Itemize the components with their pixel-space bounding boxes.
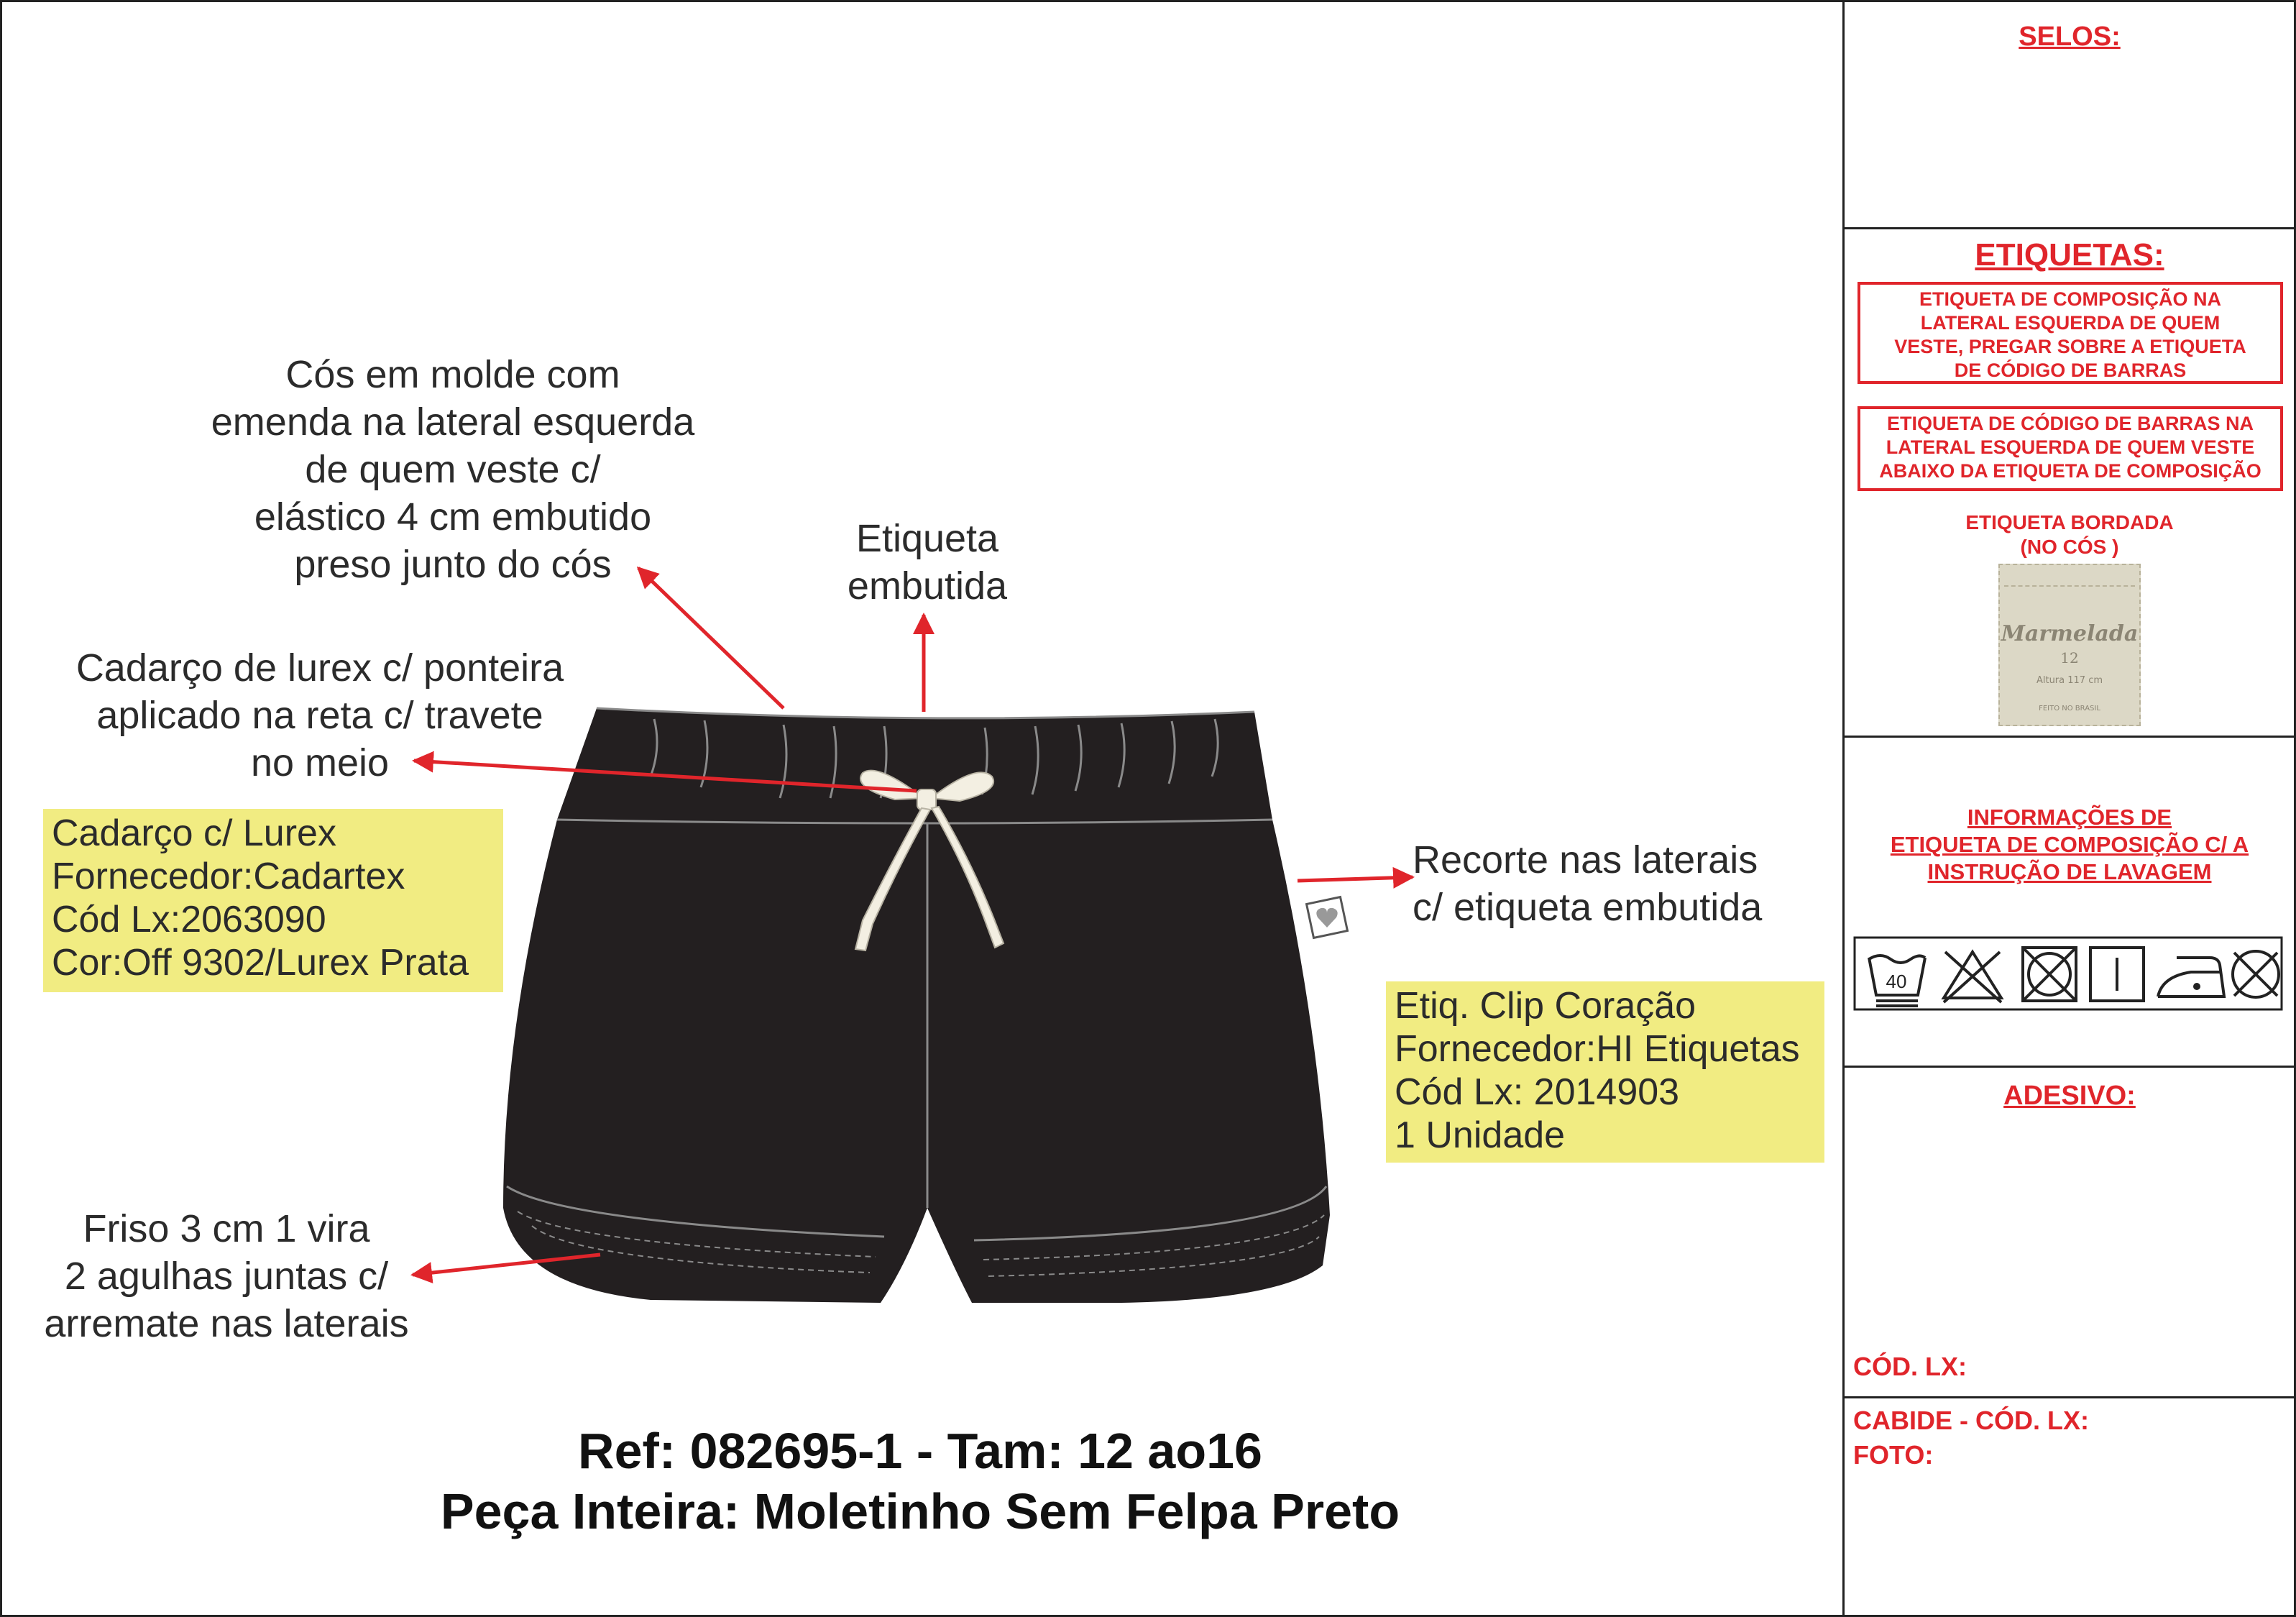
tag-made-in: FEITO NO BRASIL <box>2039 705 2100 713</box>
barcode-label-note: ETIQUETA DE CÓDIGO DE BARRAS NA LATERAL ESQUERDA DE QUEM VESTE ABAIXO DA ETIQUETA DE COMPOSIÇÃO <box>1858 406 2283 491</box>
waistband-annotation: Cós em molde com emenda na lateral esquerda de quem veste c/ elástico 4 cm embutido preso junto do cós <box>211 353 695 586</box>
etiquetas-heading: ETIQUETAS: <box>1975 237 2164 272</box>
side-panel-annotation: Recorte nas laterais c/ etiqueta embutida <box>1413 838 1763 929</box>
photo-label: FOTO: <box>1853 1440 1934 1470</box>
drawstring-annotation: Cadarço de lurex c/ ponteira aplicado na reta c/ travete no meio <box>75 646 564 784</box>
adesivo-heading: ADESIVO: <box>2003 1081 2136 1111</box>
sidebar-separator <box>1845 227 2296 229</box>
clip-supplier-box: Etiq. Clip Coração Fornecedor:HI Etiquetas Cód Lx: 2014903 1 Unidade <box>1386 981 1824 1163</box>
hanger-code-label: CABIDE - CÓD. LX: <box>1853 1406 2089 1435</box>
piece-title: Peça Inteira: Moletinho Sem Felpa Preto <box>440 1483 1400 1539</box>
sidebar-separator <box>1845 1396 2296 1398</box>
tag-height: Altura 117 cm <box>2036 675 2103 686</box>
heart-clip-tag <box>1307 897 1348 938</box>
care-info-heading: INFORMAÇÕES DE ETIQUETA DE COMPOSIÇÃO C/ A INSTRUÇÃO DE LAVAGEM <box>1890 805 2249 884</box>
tag-brand: Marmelada <box>2001 621 2139 646</box>
tag-stitch-top <box>2004 585 2135 587</box>
care-symbols <box>1853 936 2283 1011</box>
embroidered-label-heading: ETIQUETA BORDADA (NO CÓS ) <box>1965 511 2174 558</box>
tag-size: 12 <box>2060 649 2079 667</box>
composition-label-note: ETIQUETA DE COMPOSIÇÃO NA LATERAL ESQUERDA DE QUEM VESTE, PREGAR SOBRE A ETIQUETA DE CÓDIGO DE BARRAS <box>1858 282 2283 384</box>
sidebar-separator <box>1845 1066 2296 1068</box>
selos-heading: SELOS: <box>2019 22 2121 52</box>
reference-title: Ref: 082695-1 - Tam: 12 ao16 <box>578 1423 1262 1479</box>
embroidered-label-tag <box>1998 564 2141 726</box>
drawstring-supplier-box: Cadarço c/ Lurex Fornecedor:Cadartex Cód Lx:2063090 Cor:Off 9302/Lurex Prata <box>43 809 503 992</box>
hem-annotation: Friso 3 cm 1 vira 2 agulhas juntas c/ arremate nas laterais <box>44 1207 409 1345</box>
label-annotation: Etiqueta embutida <box>847 517 1008 608</box>
wash-temp: 40 <box>1886 971 1907 992</box>
cod-lx-label: CÓD. LX: <box>1853 1352 1967 1381</box>
sidebar-separator <box>1845 736 2296 738</box>
